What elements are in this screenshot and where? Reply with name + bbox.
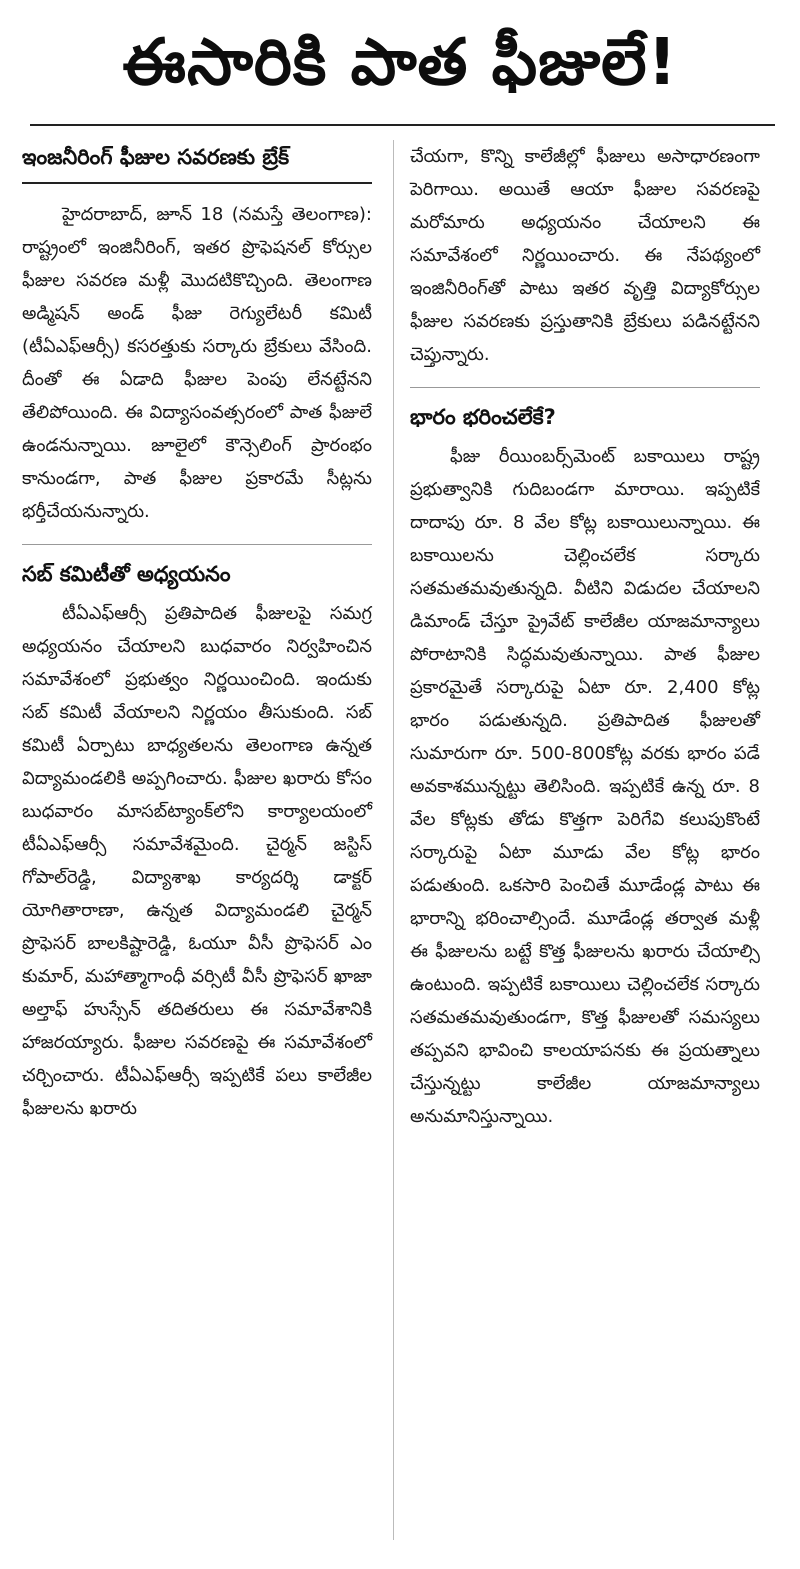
right-column bbox=[410, 140, 760, 1149]
burden-paragraph: ఫీజు రీయింబర్స్‌మెంట్ బకాయిలు రాష్ట్ర ప్రభుత్వానికి గుదిబండగా మారాయి. ఇప్పటికే దాదాపు రూ. 8 వేల కోట్ల బకాయిలున్నాయి. ఈ బకాయిలను చెల్లించలేక సర్కారు సతమతమవుతున్నది. వీటిని విడుదల చేయాలని డిమాండ్ చేస్తూ ప్రైవేట్ కాలేజీల యాజమాన్యాలు పోరాటానికి సిద్ధమవుతున్నాయి. పాత ఫీజుల ప్రకారమైతే సర్కారుపై ఏటా రూ. 2,400 కోట్ల భారం పడుతున్నది. ప్రతిపాదిత ఫీజులతో సుమారుగా రూ. 500-800కోట్ల వరకు భారం పడే అవకాశమున్నట్టు తెలిసింది. ఇప్పటికే ఉన్న రూ. 8 వేల కోట్లకు తోడు కొత్తగా పెరిగేవి కలుపుకొంటే సర్కారుపై ఏటా మూడు వేల కోట్ల భారం పడుతుంది. ఒకసారి పెంచితే మూడేండ్ల పాటు ఈ భారాన్ని భరించాల్సిందే. మూడేండ్ల తర్వాత మళ్లీ ఈ ఫీజులను బట్టే కొత్త ఫీజులను ఖరారు చేయాల్సి ఉంటుంది. ఇప్పటికే బకాయిలు చెల్లించలేక సర్కారు సతమతమవుతుండగా, కొత్త ఫీజులతో సమస్యలు తప్పవని భావించి కాలయాపనకు ఈ ప్రయత్నాలు చేస్తున్నట్టు కాలేజీల యాజమాన్యాలు అనుమానిస్తున్నాయి. bbox=[410, 446, 760, 1127]
intro-paragraph: హైదరాబాద్, జూన్ 18 (నమస్తే తెలంగాణ): రాష్ట్రంలో ఇంజినీరింగ్, ఇతర ప్రొఫెషనల్ కోర్సుల ఫీజుల సవరణ మళ్లీ మొదటికొచ్చింది. తెలంగాణ అడ్మిషన్ అండ్ ఫీజు రెగ్యులేటరీ కమిటీ (టీఏఎఫ్ఆర్సీ) కసరత్తుకు సర్కారు బ్రేకులు వేసింది. దీంతో ఈ ఏడాది ఫీజుల పెంపు లేనట్టేనని తేలిపోయింది. ఈ విద్యాసంవత్సరంలో పాత ఫీజులే ఉండనున్నాయి. జూలైలో కౌన్సెలింగ్ ప్రారంభం కానుండగా, పాత ఫీజుల ప్రకారమే సీట్లను భర్తీచేయనున్నారు. bbox=[22, 204, 372, 522]
subcommittee-paragraph: టీఏఎఫ్ఆర్సీ ప్రతిపాదిత ఫీజులపై సమగ్ర అధ్యయనం చేయాలని బుధవారం నిర్వహించిన సమావేశంలో ప్రభుత్వం నిర్ణయించింది. ఇందుకు సబ్ కమిటీ వేయాలని నిర్ణయం తీసుకుంది. సబ్ కమిటీ ఏర్పాటు బాధ్యతలను తెలంగాణ ఉన్నత విద్యామండలికి అప్పగించారు. ఫీజుల ఖరారు కోసం బుధవారం మాసబ్‌ట్యాంక్‌లోని కార్యాలయంలో టీఏఎఫ్ఆర్సీ సమావేశమైంది. చైర్మన్ జస్టిస్ గోపాల్‌రెడ్డి, విద్యాశాఖ కార్యదర్శి డాక్టర్ యోగితారాణా, ఉన్నత విద్యామండలి చైర్మన్ ప్రొఫెసర్ బాలకిష్టారెడ్డి, ఓయూ వీసీ ప్రొఫెసర్ ఎం కుమార్, మహాత్మాగాంధీ వర్సిటీ వీసీ ప్రొఫెసర్ ఖాజా అల్తాఫ్ హుస్సేన్ తదితరులు ఈ సమావేశానికి హాజరయ్యారు. ఫీజుల సవరణపై ఈ సమావేశంలో చర్చించారు. టీఏఎఫ్ఆర్సీ ఇప్పటికే పలు కాలేజీల ఫీజులను ఖరారు bbox=[22, 603, 372, 1119]
headline-rule bbox=[30, 124, 775, 126]
column-divider bbox=[393, 140, 394, 1540]
section-separator bbox=[410, 387, 760, 388]
section-heading-burden: భారం భరించలేకే? bbox=[410, 405, 556, 429]
section-separator bbox=[22, 544, 372, 545]
kicker: ఇంజనీరింగ్ ఫీజుల సవరణకు బ్రేక్ bbox=[22, 140, 372, 184]
section-heading-subcommittee: సబ్ కమిటీతో అధ్యయనం bbox=[22, 562, 231, 586]
headline: ఈసారికి పాత ఫీజులే! bbox=[122, 26, 678, 100]
continuation-paragraph: చేయగా, కొన్ని కాలేజీల్లో ఫీజులు అసాధారణంగా పెరిగాయి. అయితే ఆయా ఫీజుల సవరణపై మరోమారు అధ్యయనం చేయాలని ఈ సమావేశంలో నిర్ణయించారు. ఈ నేపథ్యంలో ఇంజినీరింగ్‌తో పాటు ఇతర వృత్తి విద్యాకోర్సుల ఫీజుల సవరణకు ప్రస్తుతానికి బ్రేకులు పడినట్టేనని చెప్తున్నారు. bbox=[410, 146, 760, 365]
left-column bbox=[22, 140, 372, 1141]
